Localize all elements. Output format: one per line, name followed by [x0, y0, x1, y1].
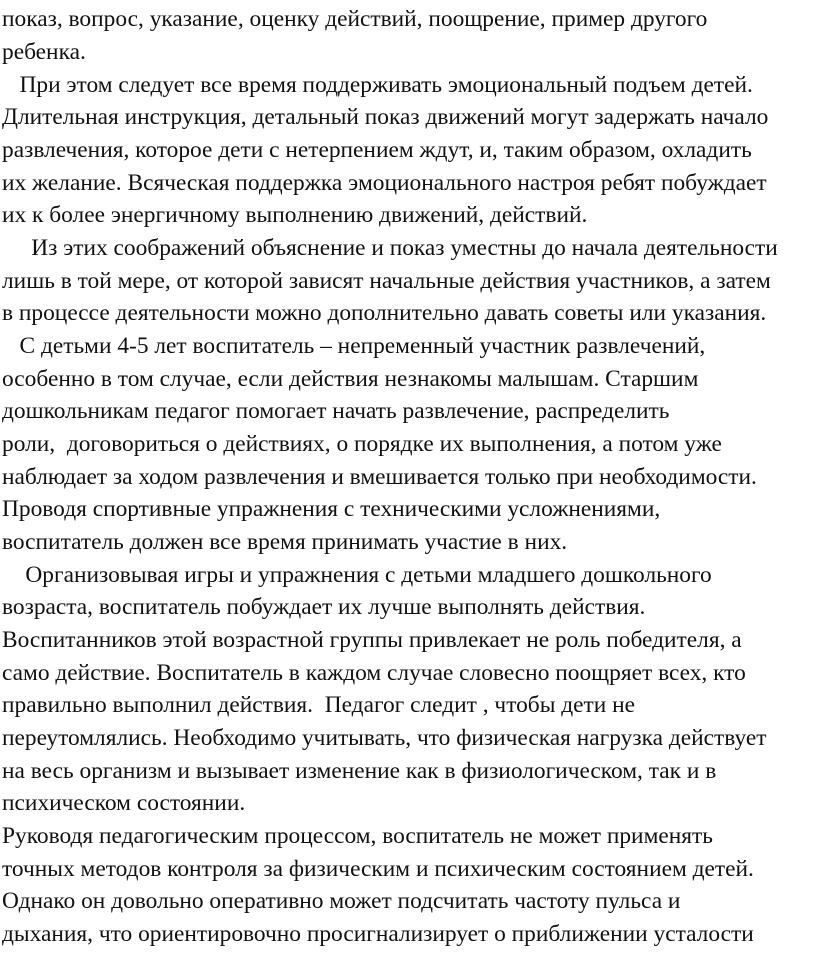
- text-line: дыхания, что ориентировочно просигнализирует о приближении усталости: [2, 921, 754, 947]
- text-line: их желание. Всяческая поддержка эмоционального настроя ребят побуждает: [2, 170, 767, 196]
- text-line: точных методов контроля за физическим и психическим состоянием детей.: [2, 856, 754, 882]
- text-line: Однако он довольно оперативно может подсчитать частоту пульса и: [2, 888, 681, 914]
- text-line: само действие. Воспитатель в каждом случае словесно поощряет всех, кто: [2, 660, 746, 686]
- text-line: психическом состоянии.: [2, 790, 246, 816]
- text-line: Проводя спортивные упражнения с техническими усложнениями,: [2, 496, 661, 522]
- text-line: развлечения, которое дети с нетерпением ждут, и, таким образом, охладить: [2, 137, 752, 163]
- text-line: дошкольникам педагог помогает начать развлечение, распределить: [2, 398, 670, 424]
- text-line: Организовывая игры и упражнения с детьми младшего дошкольного: [2, 562, 712, 588]
- text-line: Руководя педагогическим процессом, воспитатель не может применять: [2, 823, 713, 849]
- text-line: правильно выполнил действия. Педагог следит , чтобы дети не: [2, 692, 636, 718]
- text-line: переутомлялись. Необходимо учитывать, что физическая нагрузка действует: [2, 725, 767, 751]
- text-line: в процессе деятельности можно дополнительно давать советы или указания.: [2, 300, 767, 326]
- text-line: показ, вопрос, указание, оценку действий, поощрение, пример другого: [2, 6, 708, 32]
- text-line: При этом следует все время поддерживать эмоциональный подъем детей.: [2, 72, 753, 98]
- text-line: Длительная инструкция, детальный показ движений могут задержать начало: [2, 104, 769, 130]
- text-line: наблюдает за ходом развлечения и вмешивается только при необходимости.: [2, 464, 757, 490]
- text-line: ребенка.: [2, 39, 86, 65]
- text-line: Воспитанников этой возрастной группы привлекает не роль победителя, а: [2, 627, 742, 653]
- text-line: воспитатель должен все время принимать участие в них.: [2, 529, 568, 555]
- text-line: С детьми 4-5 лет воспитатель – непременный участник развлечений,: [2, 333, 706, 359]
- text-line: роли, договориться о действиях, о порядке их выполнения, а потом уже: [2, 431, 722, 457]
- text-line: на весь организм и вызывает изменение как в физиологическом, так и в: [2, 758, 717, 784]
- text-line: Из этих соображений объяснение и показ уместны до начала деятельности: [2, 235, 778, 261]
- text-line: лишь в той мере, от которой зависят начальные действия участников, а затем: [2, 268, 771, 294]
- text-line: их к более энергичному выполнению движений, действий.: [2, 202, 588, 228]
- text-line: особенно в том случае, если действия незнакомы малышам. Старшим: [2, 366, 699, 392]
- text-line: возраста, воспитатель побуждает их лучше выполнять действия.: [2, 594, 646, 620]
